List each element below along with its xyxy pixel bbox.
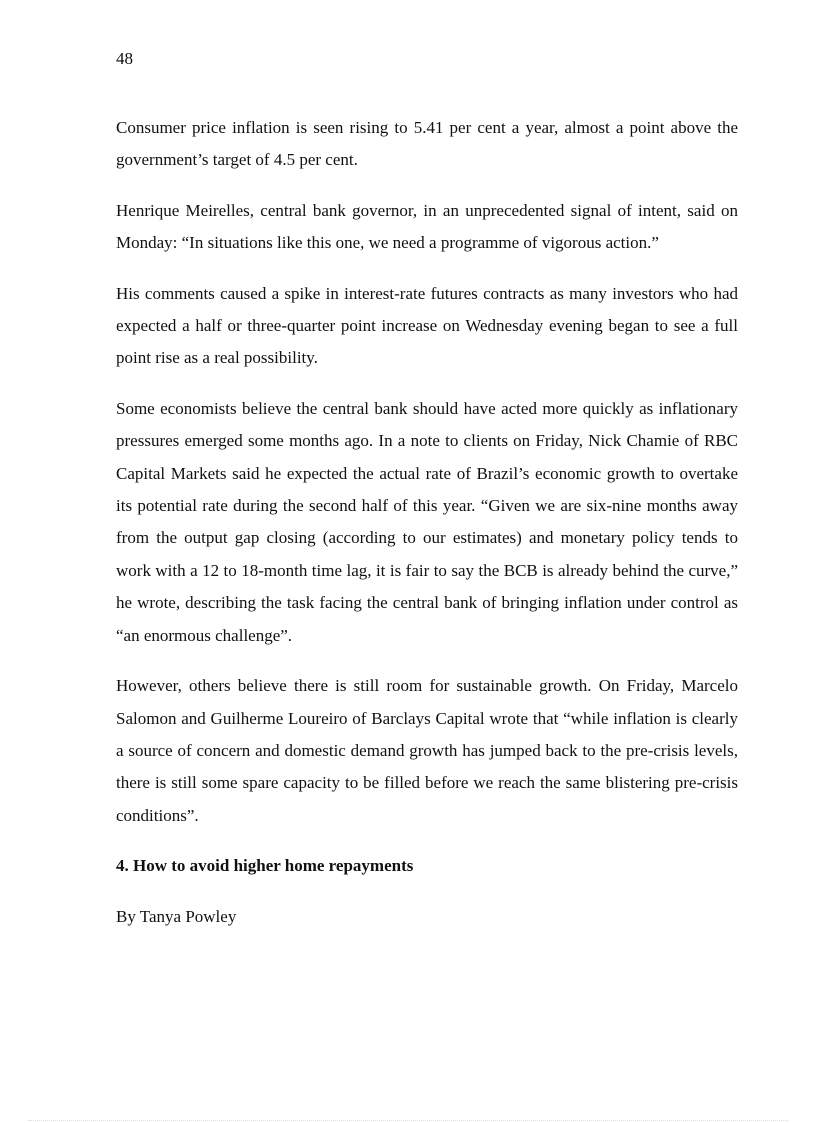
article-body <box>116 112 738 933</box>
paragraph-economists-view: Some economists believe the central bank should have acted more quickly as inflationary pressures emerged some months ago. In a note to clients on Friday, Nick Chamie of RBC Capital Markets said he expected the actual rate of Brazil’s economic growth to overtake its potential rate during the second half of this year. “Given we are six-nine months away from the output gap closing (according to our estimates) and monetary policy tends to work with a 12 to 18-month time lag, it is fair to say the BCB is already behind the curve,” he wrote, describing the task facing the central bank of bringing inflation under control as “an enormous challenge”. <box>116 398 738 645</box>
byline: By Tanya Powley <box>116 906 237 926</box>
section-heading: 4. How to avoid higher home repayments <box>116 856 414 876</box>
paragraph-inflation-forecast: Consumer price inflation is seen rising to 5.41 per cent a year, almost a point above the government’s target of 4.5 per cent. <box>116 118 738 170</box>
paragraph-growth-room: However, others believe there is still room for sustainable growth. On Friday, Marcelo Salomon and Guilherme Loureiro of Barclays Capital wrote that “while inflation is clearly a source of concern and domestic demand growth has jumped back to the pre-crisis levels, there is still some spare capacity to be filled before we reach the same blistering pre-crisis conditions”. <box>116 676 738 825</box>
page-bottom-divider <box>28 1120 788 1121</box>
paragraph-meirelles-quote: Henrique Meirelles, central bank governor, in an unprecedented signal of intent, said on Monday: “In situations like this one, we need a programme of vigorous action.” <box>116 200 738 253</box>
paragraph-futures-reaction: His comments caused a spike in interest-rate futures contracts as many investors who had expected a half or three-quarter point increase on Wednesday evening began to see a full point rise as a real possibility. <box>116 283 738 368</box>
page-number: 48 <box>116 49 133 68</box>
